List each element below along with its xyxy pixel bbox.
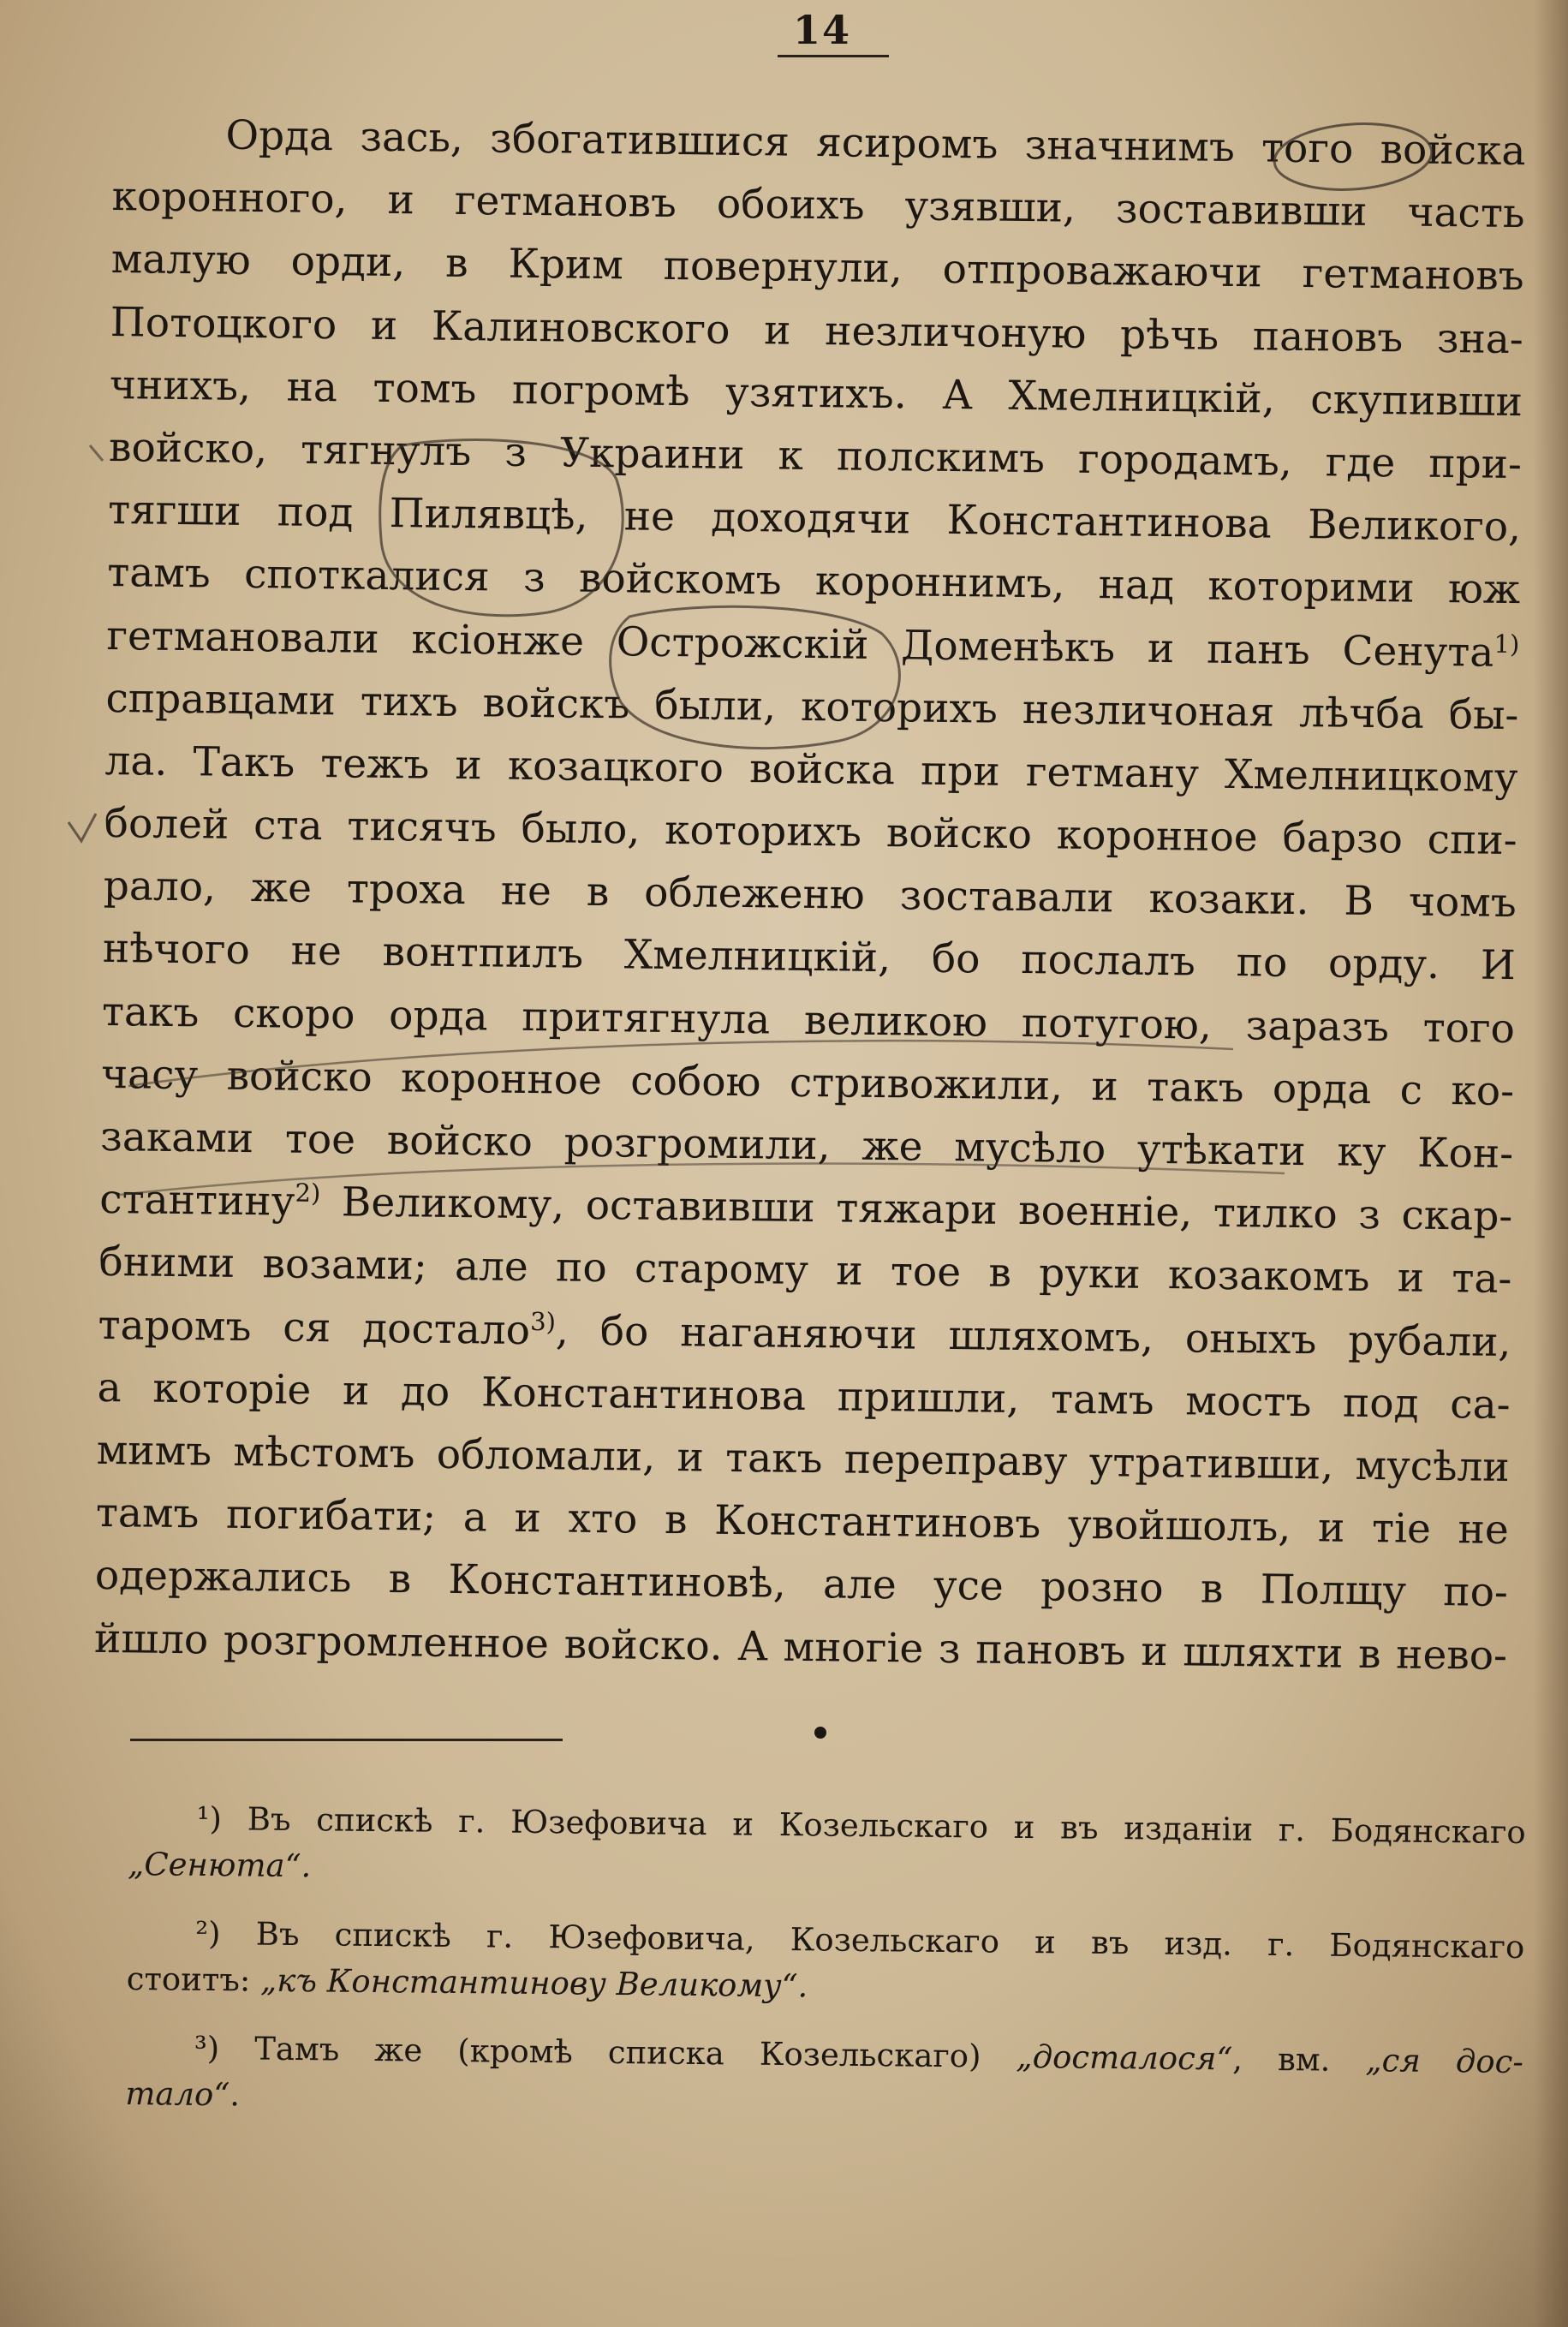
footnote-text: Въ спискѣ г. Юзефовича и Козельскаго и въ изданіи г. Бодянскаго	[221, 1800, 1526, 1852]
pencil-tick-mark	[90, 445, 103, 461]
text-line: мимъ мѣстомъ обломали, и такъ переправу утративши, мусѣли	[96, 1426, 1510, 1491]
footnote-quote: „ся дос-	[1365, 2042, 1524, 2081]
text-line: рало, же троха не в облеженю зоставали козаки. В чомъ	[103, 862, 1517, 928]
text-line-content: гетмановали ксіонже Острожскій Доменѣкъ и панъ Сенута	[106, 612, 1494, 677]
footnote-ref-1: 1)	[1493, 629, 1520, 659]
footnote-text: , вм.	[1232, 2040, 1366, 2079]
pencil-check-mark	[69, 814, 96, 841]
text-line: Потоцкого и Калиновского и незличоную рѣчь пановъ зна-	[110, 298, 1524, 363]
text-line: малую орди, в Крим повернули, отпроважаючи гетмановъ	[110, 236, 1524, 301]
footnote-quote: „къ Константинову Великому“.	[259, 1961, 808, 2005]
text-line: заками тое войско розгромили, же мусѣло утѣкати ку Кон-	[99, 1113, 1514, 1178]
text-line: тамъ погибати; а и хто в Константиновъ увойшолъ, и тіе не	[95, 1489, 1510, 1554]
text-line-content: , бо наганяючи шляхомъ, оныхъ рубали,	[555, 1306, 1511, 1366]
footnote-mark: ¹)	[196, 1799, 223, 1838]
footnote-quote: тало“	[125, 2074, 230, 2114]
text-line: ла. Такъ тежъ и козацкого войска при гетману Хмелницкому	[104, 737, 1518, 802]
main-text	[94, 103, 1526, 1687]
text-line: а которіе и до Константинова пришли, тамъ мостъ под са-	[97, 1363, 1511, 1429]
footnote-text: Въ спискѣ г. Юзефовича, Козельскаго и въ изд. г. Бодянскаго	[220, 1915, 1525, 1966]
footnote-separator	[130, 1739, 563, 1741]
footnote-text: стоитъ:	[126, 1960, 261, 1999]
text-line: тамъ споткалися з войскомъ короннимъ, над которими юж	[106, 549, 1521, 614]
footnotes	[125, 1795, 1526, 2132]
text-line: одержались в Константиновѣ, але усе розно в Полщу по-	[94, 1552, 1509, 1617]
ink-dot	[814, 1727, 826, 1739]
text-line-content: таромъ ся достало	[98, 1301, 531, 1354]
footnote-mark: ²)	[195, 1914, 221, 1953]
page-number: 14	[792, 7, 851, 53]
text-line: часу войско коронное собою стривожили, и такъ орда с ко-	[100, 1050, 1515, 1115]
text-line: такъ скоро орда притягнула великою потугою, заразъ того	[101, 987, 1516, 1053]
text-line: болей ста тисячъ было, которихъ войско коронное барзо спи-	[104, 800, 1517, 865]
text-line: тягши под Пилявцѣ, не доходячи Константинова Великого,	[107, 486, 1522, 552]
footnote-quote: „Сенюта“.	[127, 1845, 312, 1885]
text-line: нѣчого не вонтпилъ Хмелницкій, бо послалъ по орду. И	[102, 925, 1517, 990]
text-line: йшло розгромленное войско. А многіе з пановъ и шляхти в нево-	[93, 1614, 1508, 1680]
page-number-rule	[778, 55, 889, 57]
footnote-text: Тамъ же (кромѣ списка Козельскаго)	[218, 2030, 1017, 2075]
page-edge-shadow	[1534, 0, 1568, 2327]
footnote-ref-3: 3)	[529, 1306, 557, 1336]
text-line: коронного, и гетмановъ обоихъ узявши, зоставивши часть	[111, 173, 1525, 238]
footnote-mark: ³)	[194, 2029, 220, 2067]
text-line: бними возами; але по старому и тое в руки козакомъ и та-	[98, 1238, 1512, 1304]
footnote-text: .	[230, 2076, 241, 2114]
text-line: чнихъ, на томъ погромѣ узятихъ. А Хмелницкій, скупивши	[109, 361, 1523, 426]
footnote-quote: „досталося“	[1016, 2038, 1233, 2078]
text-line: справцами тихъ войскъ были, которихъ незличоная лѣчба бы-	[105, 674, 1519, 739]
text-line: войско, тягнулъ з Украини к полскимъ городамъ, где при-	[108, 423, 1523, 489]
footnote-ref-2: 2)	[295, 1178, 321, 1208]
text-line-content: стантину	[99, 1176, 295, 1226]
text-line-content: Великому, оставивши тяжари военніе, тилко з скар-	[319, 1178, 1513, 1241]
text-line: Орда зась, збогатившися ясиромъ значнимъ того войска	[225, 111, 1526, 176]
